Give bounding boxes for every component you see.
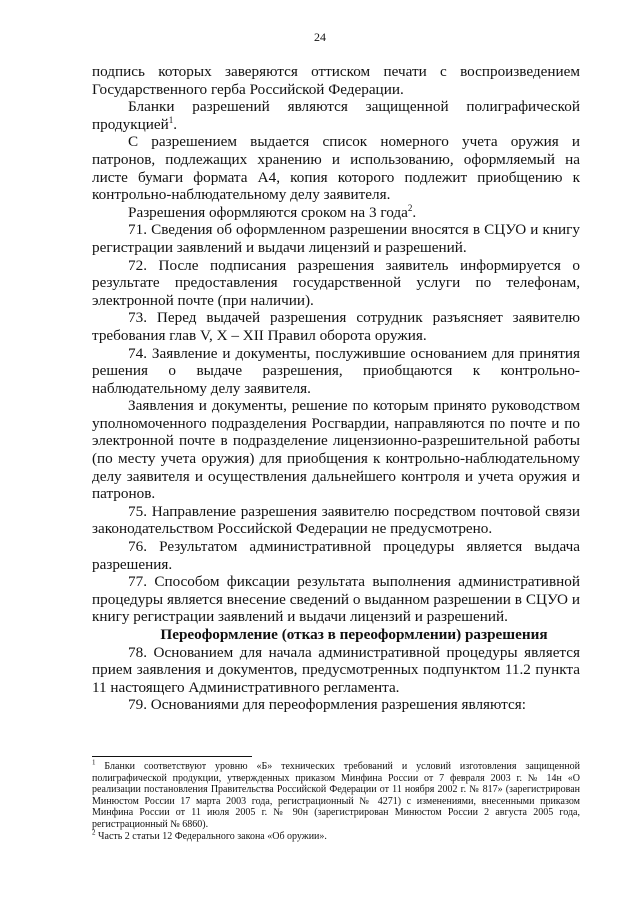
paragraph-78: 78. Основанием для начала административной процедуры является прием заявления и документов, предусмотренных подпунктом 11.2 пункта 11 настоящего Административного регламента. [92,643,580,696]
paragraph-73: 73. Перед выдачей разрешения сотрудник разъясняет заявителю требования глав V, X – XII Правил оборота оружия. [92,309,580,344]
document-body [92,63,580,714]
footnote-ref-1: 1 [168,114,174,125]
paragraph-weapons-list: С разрешением выдается список номерного учета оружия и патронов, подлежащих хранению и использованию, оформляемый на листе бумаги формата А4, копия которого подлежит приобщению к контрольно-наблюдательному делу заявителя. [92,133,580,204]
paragraph-76: 76. Результатом административной процедуры является выдача разрешения. [92,538,580,573]
paragraph-72: 72. После подписания разрешения заявитель информируется о результате предоставления государственной услуги по телефонам, электронной почте (при наличии). [92,256,580,309]
paragraph-74: 74. Заявление и документы, послужившие основанием для принятия решения о выдаче разрешения, приобщаются к контрольно-наблюдательному делу заявителя. [92,344,580,397]
footnotes [92,756,580,842]
footnote-2: $^2$ Часть 2 статьи 12 Федерального закона «Об оружии». [92,828,327,842]
paragraph-79: 79. Основаниями для переоформления разрешения являются: [128,696,526,714]
page-number: 24 [314,30,326,44]
paragraph-71: 71. Сведения об оформленном разрешении вносятся в СЦУО и книгу регистрации заявлений и выдачи лицензий и разрешений. [92,221,580,256]
paragraph-blanks: Бланки разрешений являются защищенной полиграфической продукцией$^1$. [92,98,580,133]
paragraph-continuation: подпись которых заверяются оттиском печати с воспроизведением Государственного герба Российской Федерации. [92,63,580,98]
footnote-ref-2: 2 [407,202,413,213]
paragraph-74-cont: Заявления и документы, решение по которым принято руководством уполномоченного подразделения Росгвардии, направляются по почте и по электронной почте в подразделение лицензионно-разрешительной работы (по месту учета оружия) для приобщения к контрольно-наблюдательному делу заявителя и осуществления дальнейшего контроля и учета оружия и патронов. [92,397,580,503]
paragraph-77: 77. Способом фиксации результата выполнения административной процедуры является внесение сведений о выданном разрешении в СЦУО и книгу регистрации заявлений и выдачи лицензий и разрешений. [92,573,580,626]
paragraph-term: Разрешения оформляются сроком на 3 года$^2$. [128,202,417,221]
section-heading: Переоформление (отказ в переоформлении) разрешения [160,626,548,643]
paragraph-75: 75. Направление разрешения заявителю посредством почтовой связи законодательством Российской Федерации не предусмотрено. [92,502,580,538]
footnote-divider [92,756,252,757]
footnote-1: $^1$ Бланки соответствуют уровню «Б» технических требований и условий изготовления защищенной полиграфической продукции, утвержденных приказом Минфина России от 7 февраля 2003 г. № 14н «О реализации постановления Правительства Российской Федерации от 11 ноября 2002 г. № 817» (зарегистрирован Минюстом России 17 марта 2003 года, регистрационный № 4271) с изменениями, внесенными приказом Минфина России от 11 июля 2005 г. № 90н (зарегистрирован Минюстом России 2 августа 2005 года, регистрационный № 6860). [92,758,580,830]
